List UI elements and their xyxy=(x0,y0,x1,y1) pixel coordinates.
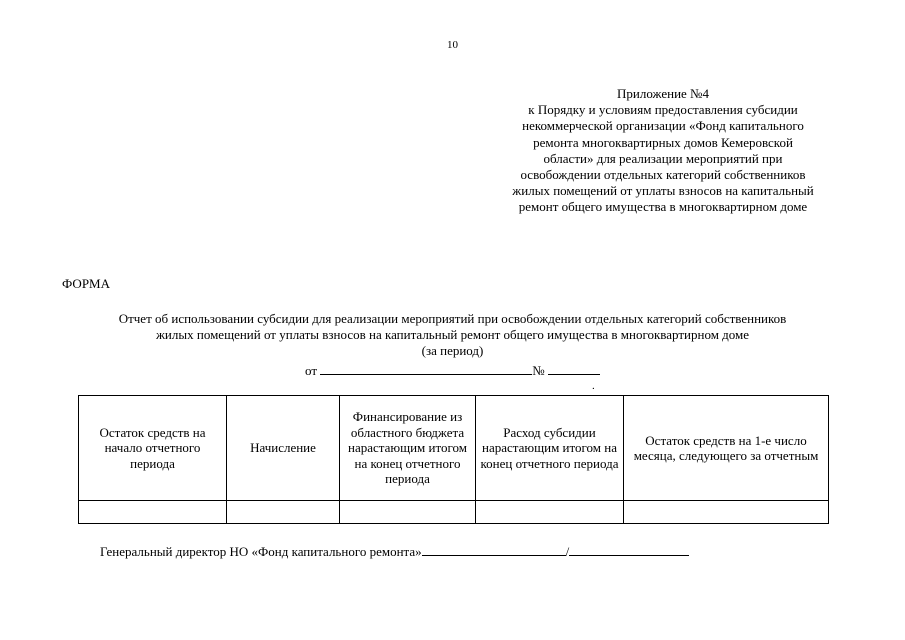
appendix-line: жилых помещений от уплаты взносов на капитальный xyxy=(512,183,814,199)
table-cell[interactable] xyxy=(624,501,829,524)
table-cell[interactable] xyxy=(227,501,340,524)
trailing-dot: . xyxy=(592,380,595,392)
report-title-line: Отчет об использовании субсидии для реализации мероприятий при освобождении отдельных категорий собственников xyxy=(118,311,787,326)
signature-line xyxy=(100,543,689,560)
appendix-line: к Порядку и условиям предоставления субсидии xyxy=(528,102,798,118)
name-blank-field[interactable] xyxy=(569,543,689,556)
report-title xyxy=(40,311,865,359)
table-row xyxy=(79,501,829,524)
appendix-line: области» для реализации мероприятий при xyxy=(543,150,783,166)
signature-blank-field[interactable] xyxy=(422,543,566,556)
signature-label: Генеральный директор НО «Фонд капитального ремонта» xyxy=(100,544,422,559)
table-cell[interactable] xyxy=(79,501,227,524)
date-blank-field[interactable] xyxy=(320,362,532,375)
table-cell[interactable] xyxy=(340,501,476,524)
number-sign: № xyxy=(532,363,545,378)
report-period: (за период) xyxy=(421,343,484,358)
appendix-line: некоммерческой организации «Фонд капитального xyxy=(522,118,804,134)
column-header-opening-balance: Остаток средств на начало отчетного периода xyxy=(79,396,227,501)
appendix-title: Приложение №4 xyxy=(617,86,709,101)
column-header-accrual: Начисление xyxy=(227,396,340,501)
table-cell[interactable] xyxy=(476,501,624,524)
appendix-line: ремонта многоквартирных домов Кемеровской xyxy=(533,134,793,150)
report-title-line: жилых помещений от уплаты взносов на капитальный ремонт общего имущества в многоквартирном доме xyxy=(155,327,750,342)
column-header-subsidy-expense: Расход субсидии нарастающим итогом на конец отчетного периода xyxy=(476,396,624,501)
number-blank-field[interactable] xyxy=(548,362,600,375)
column-header-closing-balance: Остаток средств на 1-е число месяца, следующего за отчетным xyxy=(624,396,829,501)
appendix-line: освобождении отдельных категорий собственников xyxy=(520,167,806,183)
date-prefix: от xyxy=(305,363,318,378)
table-header-row xyxy=(79,396,829,501)
page-number: 10 xyxy=(447,39,458,51)
report-table xyxy=(78,395,829,524)
report-date-line xyxy=(0,362,905,379)
form-label: ФОРМА xyxy=(62,276,110,291)
appendix-line: ремонт общего имущества в многоквартирном доме xyxy=(518,199,808,215)
signature-separator: / xyxy=(565,544,570,559)
appendix-header xyxy=(468,86,858,216)
column-header-regional-funding: Финансирование из областного бюджета нарастающим итогом на конец отчетного периода xyxy=(340,396,476,501)
